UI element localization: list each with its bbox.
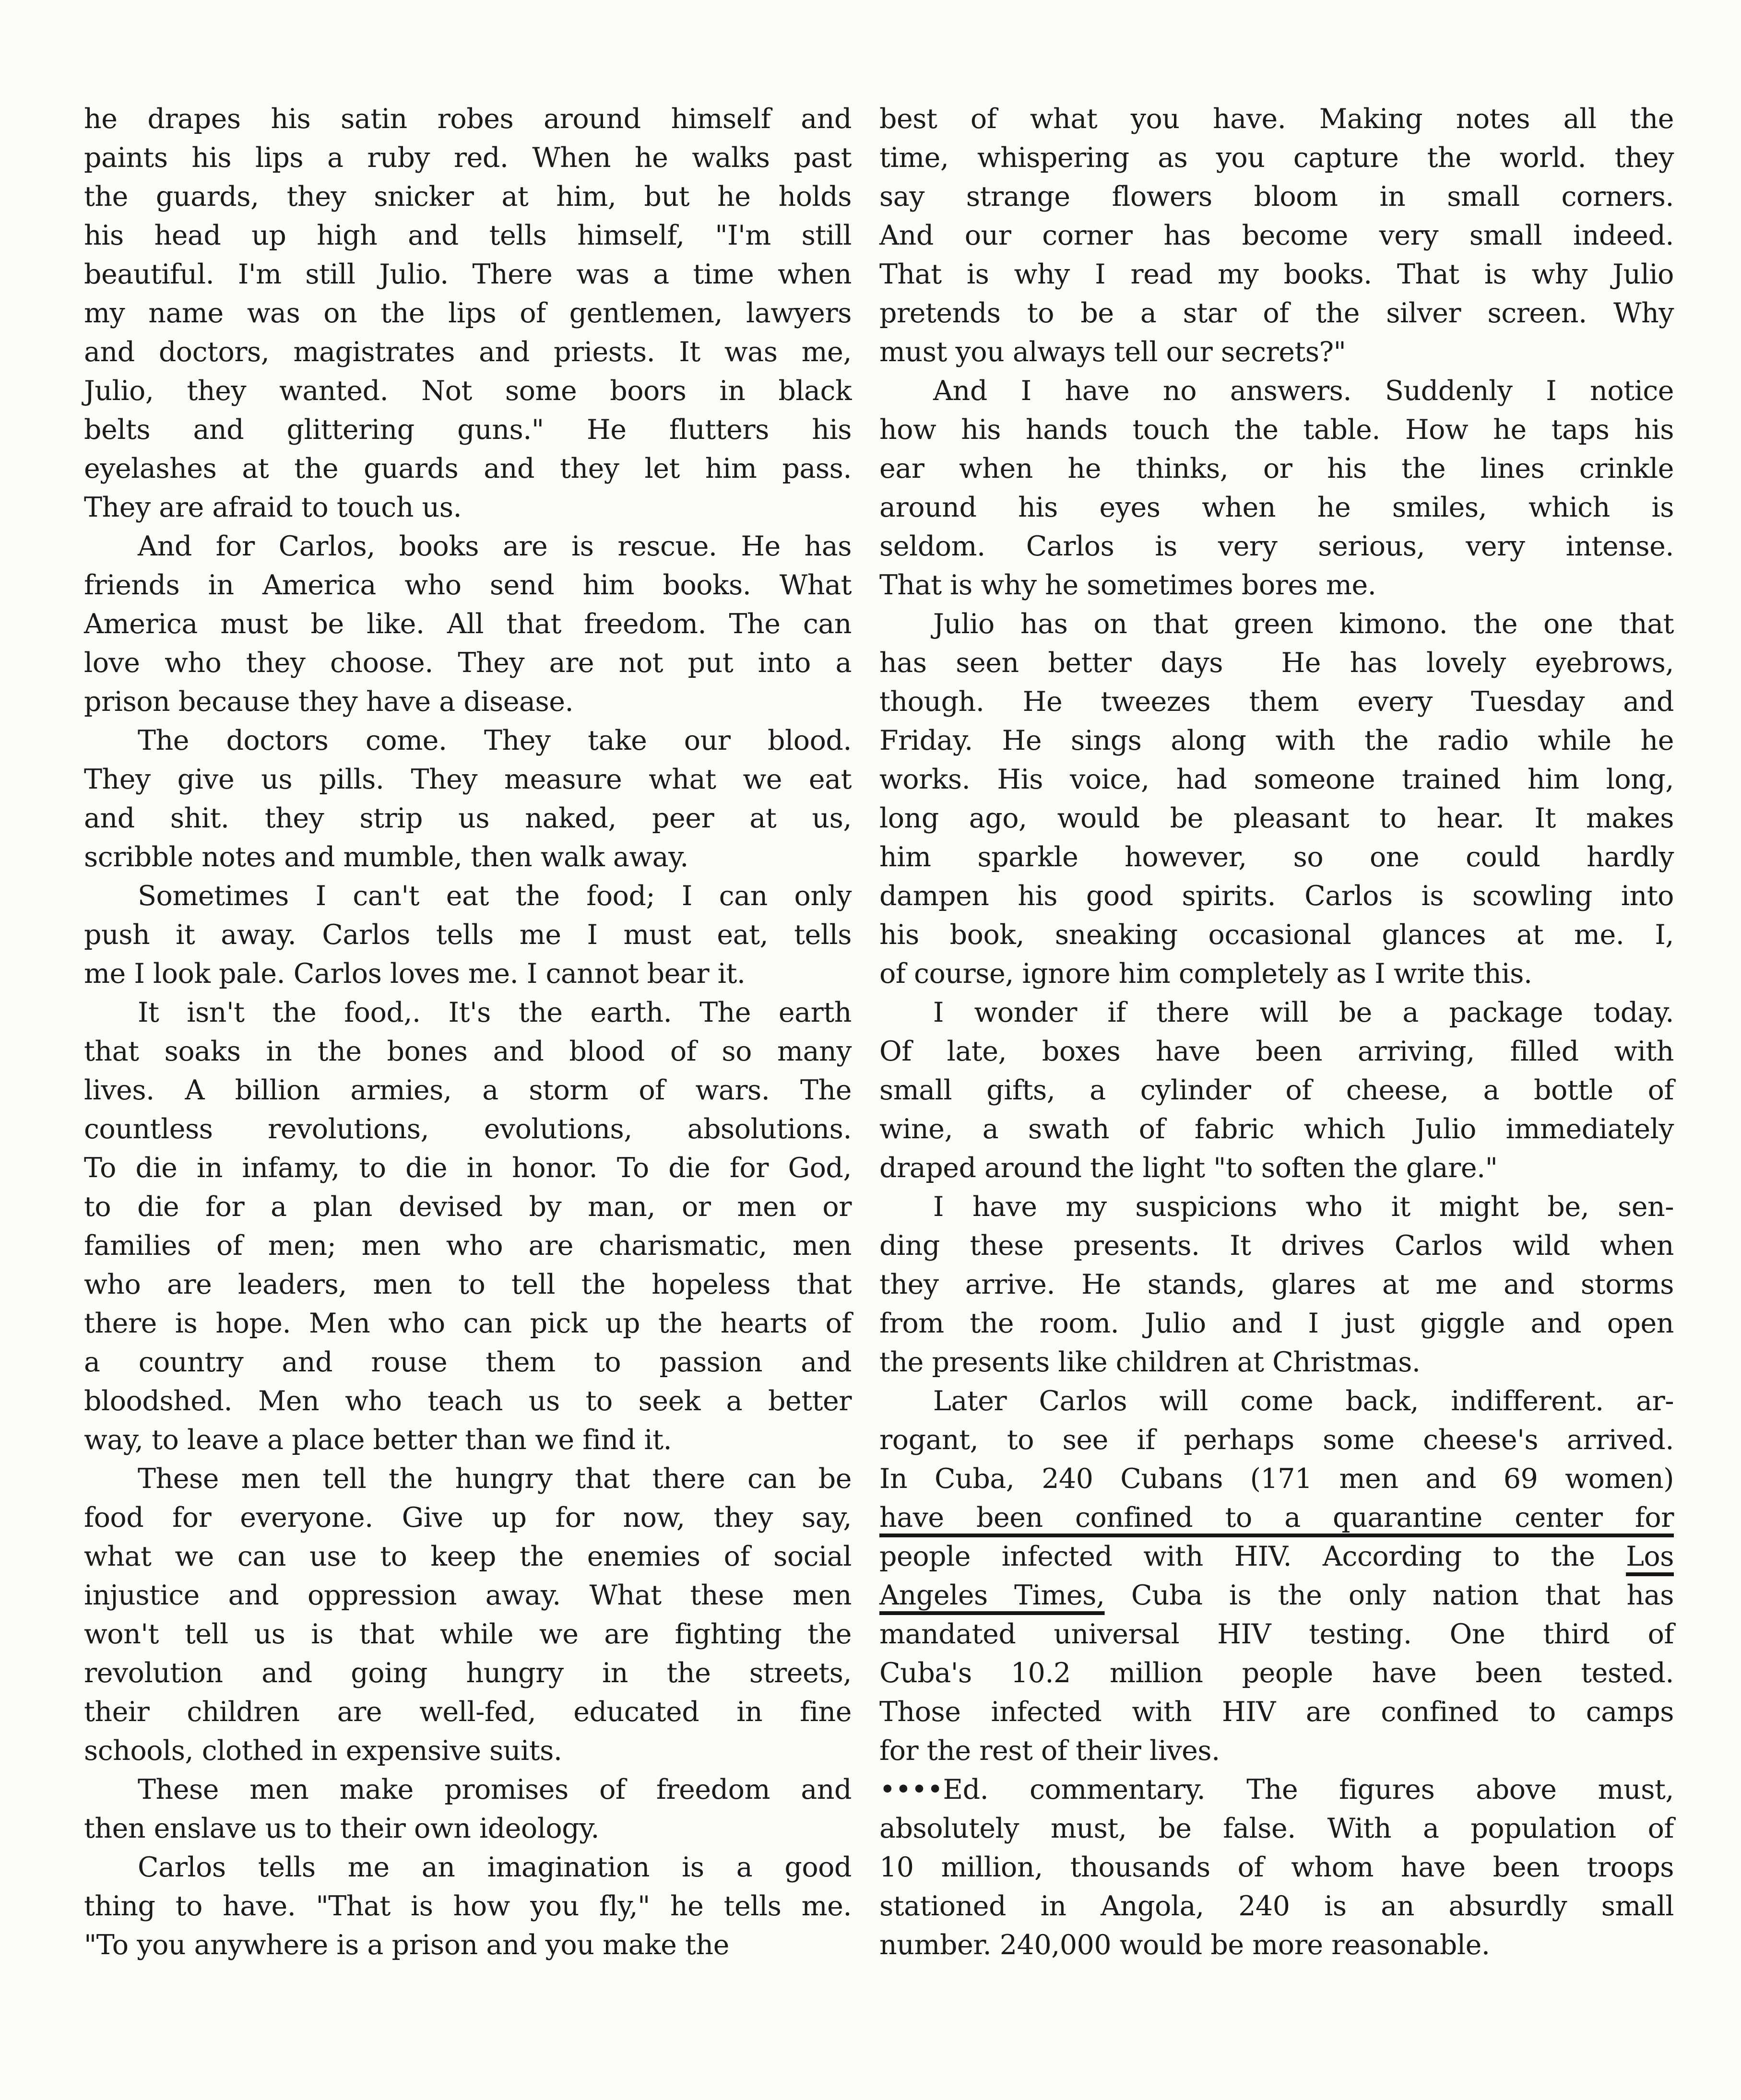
text-line [879,1576,1674,1615]
text-line: push it away. Carlos tells me I must eat, tells [84,919,852,951]
text-line [879,1498,1674,1537]
paragraph [84,721,852,877]
page-content [84,100,1674,1965]
text-line: mandated universal HIV testing. One third of [879,1618,1674,1650]
text-line: time, whispering as you capture the world. they [879,142,1674,174]
text-line: wine, a swath of fabric which Julio immediately [879,1113,1674,1145]
text-line: Julio, they wanted. Not some boors in black [84,375,852,407]
text-line: ding these presents. It drives Carlos wild when [879,1230,1674,1262]
text-line: his head up high and tells himself, "I'm still [84,220,852,251]
text-line: a country and rouse them to passion and [84,1346,852,1378]
text-line: though. He tweezes them every Tuesday and [879,686,1674,718]
text-line: friends in America who send him books. What [84,569,852,601]
text-segment: people infected with HIV. According to the [879,1541,1626,1572]
text-line: he drapes his satin robes around himself and [84,103,852,135]
text-line: ••••Ed. commentary. The figures above must, [879,1774,1674,1805]
text-line: who are leaders, men to tell the hopeless that [84,1269,852,1300]
text-line: Friday. He sings along with the radio while he [879,725,1674,756]
text-line: Sometimes I can't eat the food; I can only [138,880,852,912]
text-line: That is why I read my books. That is why Julio [879,259,1674,290]
text-line: absolutely must, be false. With a population of [879,1813,1674,1844]
text-line: they arrive. He stands, glares at me and storms [879,1269,1674,1300]
text-line: has seen better days He has lovely eyebrows, [879,647,1674,679]
paragraph [84,1848,852,1965]
text-line: for the rest of their lives. [879,1735,1220,1767]
text-line: Those infected with HIV are confined to camps [879,1696,1674,1728]
text-line: bloodshed. Men who teach us to seek a better [84,1385,852,1417]
underlined-text: Angeles Times, [879,1580,1105,1611]
text-line: and shit. they strip us naked, peer at us, [84,802,852,834]
text-line: And our corner has become very small indeed. [879,220,1674,251]
text-line [879,1537,1674,1576]
text-line: and doctors, magistrates and priests. It was me, [84,336,852,368]
text-line: my name was on the lips of gentlemen, lawyers [84,297,852,329]
text-line: me I look pale. Carlos loves me. I cannot bear it. [84,958,746,990]
text-line: the guards, they snicker at him, but he holds [84,181,852,212]
text-line: best of what you have. Making notes all the [879,103,1674,135]
text-line: must you always tell our secrets?" [879,336,1346,368]
text-line: Of late, boxes have been arriving, filled with [879,1036,1674,1067]
text-line: him sparkle however, so one could hardly [879,841,1674,873]
text-line: what we can use to keep the enemies of social [84,1541,852,1572]
text-line: It isn't the food,. It's the earth. The earth [138,997,852,1028]
text-line: how his hands touch the table. How he taps his [879,414,1674,446]
text-line: To die in infamy, to die in honor. To die for God, [84,1152,852,1184]
text-line: America must be like. All that freedom. The can [84,608,852,640]
paragraph [879,1770,1674,1965]
paragraph [84,1770,852,1848]
text-line: schools, clothed in expensive suits. [84,1735,562,1767]
text-line: The doctors come. They take our blood. [138,725,852,756]
text-line: Cuba's 10.2 million people have been tested. [879,1657,1674,1689]
text-line: pretends to be a star of the silver screen. Why [879,297,1674,329]
text-line: These men make promises of freedom and [138,1774,852,1805]
text-line: paints his lips a ruby red. When he walks past [84,142,852,174]
text-line: lives. A billion armies, a storm of wars. The [84,1074,852,1106]
text-line: dampen his good spirits. Carlos is scowling into [879,880,1674,912]
paragraph [84,877,852,993]
text-line: around his eyes when he smiles, which is [879,492,1674,523]
text-line: thing to have. "That is how you fly," he tells me. [84,1890,852,1922]
text-line: That is why he sometimes bores me. [879,569,1376,601]
text-line: say strange flowers bloom in small corners. [879,181,1674,212]
text-line: to die for a plan devised by man, or men or [84,1191,852,1223]
text-line: families of men; men who are charismatic, men [84,1230,852,1262]
text-line: stationed in Angola, 240 is an absurdly small [879,1890,1674,1922]
paragraph [879,993,1674,1188]
text-line: seldom. Carlos is very serious, very intense. [879,531,1674,562]
paragraph [84,527,852,721]
text-line: belts and glittering guns." He flutters his [84,414,852,446]
paragraph [84,1460,852,1770]
text-line: scribble notes and mumble, then walk away. [84,841,688,873]
text-line: injustice and oppression away. What these men [84,1580,852,1611]
text-line: "To you anywhere is a prison and you make the [84,1929,729,1961]
text-line: beautiful. I'm still Julio. There was a time when [84,259,852,290]
text-line: I have my suspicions who it might be, sen- [933,1191,1674,1223]
text-line: They are afraid to touch us. [84,492,462,523]
text-line: 10 million, thousands of whom have been troops [879,1852,1674,1883]
text-line: Later Carlos will come back, indifferent. ar- [933,1385,1674,1417]
text-line: In Cuba, 240 Cubans (171 men and 69 women) [879,1463,1674,1495]
text-line: Carlos tells me an imagination is a good [138,1852,852,1883]
paragraph [879,1188,1674,1382]
text-line: number. 240,000 would be more reasonable. [879,1929,1490,1961]
text-line: food for everyone. Give up for now, they say, [84,1502,852,1534]
text-line: And I have no answers. Suddenly I notice [933,375,1674,407]
text-line: These men tell the hungry that there can be [138,1463,852,1495]
paragraph [879,605,1674,993]
right-column [879,100,1674,1965]
text-line: then enslave us to their own ideology. [84,1813,599,1844]
text-line: I wonder if there will be a package today. [933,997,1674,1028]
text-line: rogant, to see if perhaps some cheese's arrived. [879,1424,1674,1456]
paragraph [84,993,852,1460]
text-line: that soaks in the bones and blood of so many [84,1036,852,1067]
text-line: ear when he thinks, or his the lines crinkle [879,453,1674,484]
text-line: countless revolutions, evolutions, absolutions. [84,1113,852,1145]
text-line: long ago, would be pleasant to hear. It makes [879,802,1674,834]
text-line: prison because they have a disease. [84,686,574,718]
text-segment: Cuba is the only nation that has [1104,1580,1674,1611]
text-line: of course, ignore him completely as I write this. [879,958,1532,990]
text-line: draped around the light "to soften the glare." [879,1152,1498,1184]
text-line: They give us pills. They measure what we eat [84,764,852,795]
text-line: from the room. Julio and I just giggle and open [879,1308,1674,1339]
underlined-text: Los [1626,1541,1674,1572]
text-line: there is hope. Men who can pick up the hearts of [84,1308,852,1339]
text-line: way, to leave a place better than we find it. [84,1424,672,1456]
paragraph [879,100,1674,372]
text-line: their children are well-fed, educated in fine [84,1696,852,1728]
text-line: love who they choose. They are not put into a [84,647,852,679]
paragraph [879,1382,1674,1770]
paragraph [84,100,852,527]
left-column [84,100,852,1965]
text-line: Julio has on that green kimono. the one that [933,608,1674,640]
paragraph [879,372,1674,605]
text-line: small gifts, a cylinder of cheese, a bottle of [879,1074,1674,1106]
text-line: And for Carlos, books are is rescue. He has [138,531,852,562]
underlined-text: have been confined to a quarantine center for [879,1502,1674,1534]
text-line: won't tell us is that while we are fighting the [84,1618,852,1650]
text-line: the presents like children at Christmas. [879,1346,1421,1378]
text-line: eyelashes at the guards and they let him pass. [84,453,852,484]
text-line: his book, sneaking occasional glances at me. I, [879,919,1674,951]
text-line: revolution and going hungry in the streets, [84,1657,852,1689]
text-line: works. His voice, had someone trained him long, [879,764,1674,795]
